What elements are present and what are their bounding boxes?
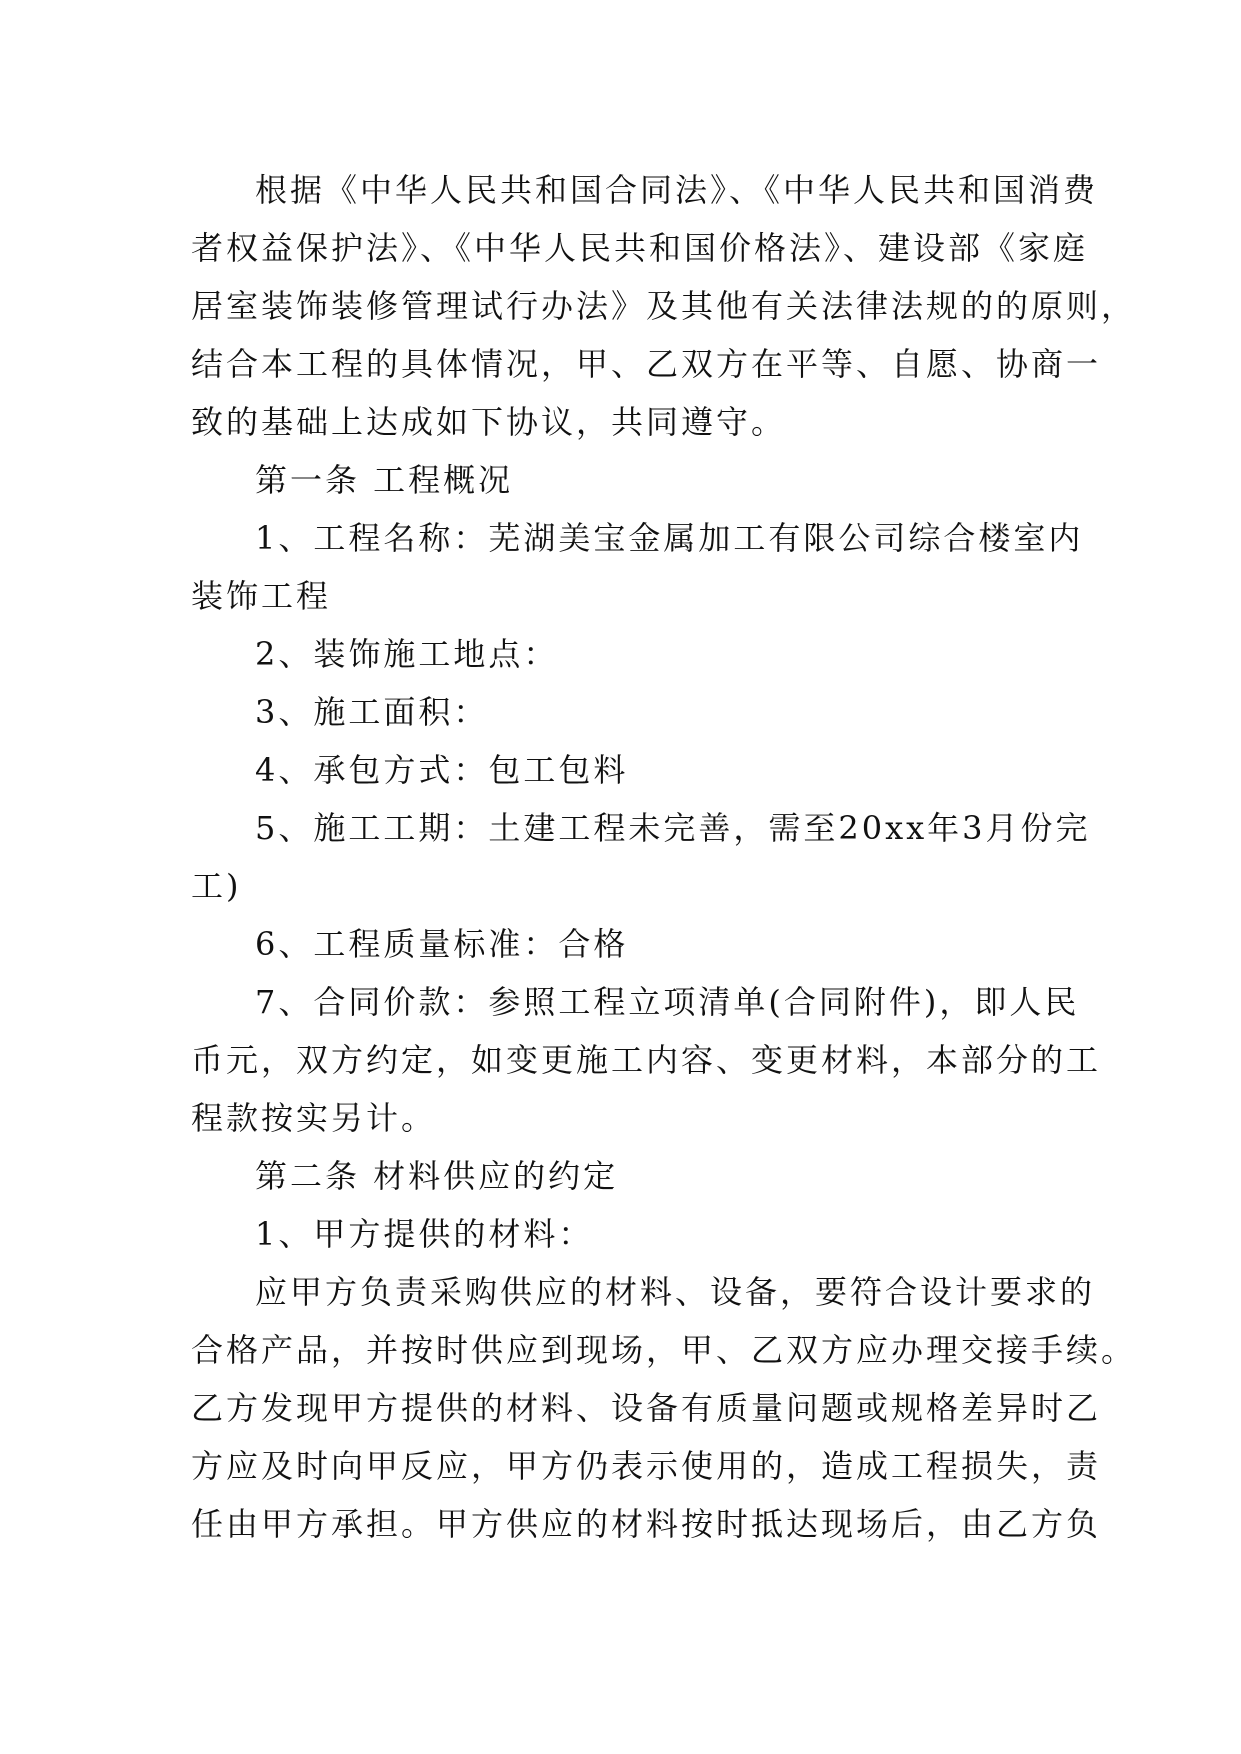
article-1-item-7 — [191, 973, 1102, 1147]
paragraph-line: 乙方发现甲方提供的材料、设备有质量问题或规格差异时乙 — [191, 1389, 1102, 1427]
item-line: 3、施工面积： — [255, 693, 489, 731]
article-1-item-5 — [191, 799, 1091, 915]
document-body — [191, 161, 1137, 1553]
preamble-line: 致的基础上达成如下协议，共同遵守。 — [191, 403, 787, 441]
preamble-line: 根据《中华人民共和国合同法》、《中华人民共和国消费 — [255, 171, 1099, 209]
article-1-item-1 — [191, 509, 1091, 625]
item-line: 7、合同价款：参照工程立项清单(合同附件)，即人民 — [255, 983, 1080, 1021]
article-2-item-1: 1、甲方提供的材料： — [255, 1215, 594, 1253]
preamble-paragraph — [191, 161, 1137, 451]
article-1-item-4 — [191, 741, 1091, 799]
item-line: 5、施工工期：土建工程未完善，需至20xx年3月份完 — [255, 809, 1091, 847]
article-1-item-3 — [191, 683, 1091, 741]
paragraph-line: 应甲方负责采购供应的材料、设备，要符合设计要求的 — [255, 1273, 1096, 1311]
preamble-line: 居室装饰装修管理试行办法》及其他有关法律法规的的原则， — [191, 287, 1137, 325]
preamble-line: 结合本工程的具体情况，甲、乙双方在平等、自愿、协商一 — [191, 345, 1102, 383]
article-1-heading: 第一条 工程概况 — [255, 461, 514, 499]
item-line: 4、承包方式：包工包料 — [255, 751, 629, 789]
preamble-line: 者权益保护法》、《中华人民共和国价格法》、建设部《家庭 — [191, 229, 1089, 267]
item-line: 1、工程名称：芜湖美宝金属加工有限公司综合楼室内 — [255, 519, 1084, 557]
article-1-item-6 — [191, 915, 1091, 973]
paragraph-line: 任由甲方承担。甲方供应的材料按时抵达现场后，由乙方负 — [191, 1505, 1102, 1543]
article-1-item-2 — [191, 625, 1091, 683]
item-line: 6、工程质量标准：合格 — [255, 925, 629, 963]
article-2-heading: 第二条 材料供应的约定 — [255, 1157, 619, 1195]
item-line: 程款按实另计。 — [191, 1099, 437, 1137]
paragraph-line: 方应及时向甲反应，甲方仍表示使用的，造成工程损失，责 — [191, 1447, 1102, 1485]
item-line: 2、装饰施工地点： — [255, 635, 559, 673]
article-2-paragraph — [191, 1263, 1137, 1553]
item-line: 工) — [191, 867, 242, 905]
item-line: 装饰工程 — [191, 577, 332, 615]
item-line: 币元，双方约定，如变更施工内容、变更材料，本部分的工 — [191, 1041, 1102, 1079]
paragraph-line: 合格产品，并按时供应到现场，甲、乙双方应办理交接手续。 — [191, 1331, 1137, 1369]
